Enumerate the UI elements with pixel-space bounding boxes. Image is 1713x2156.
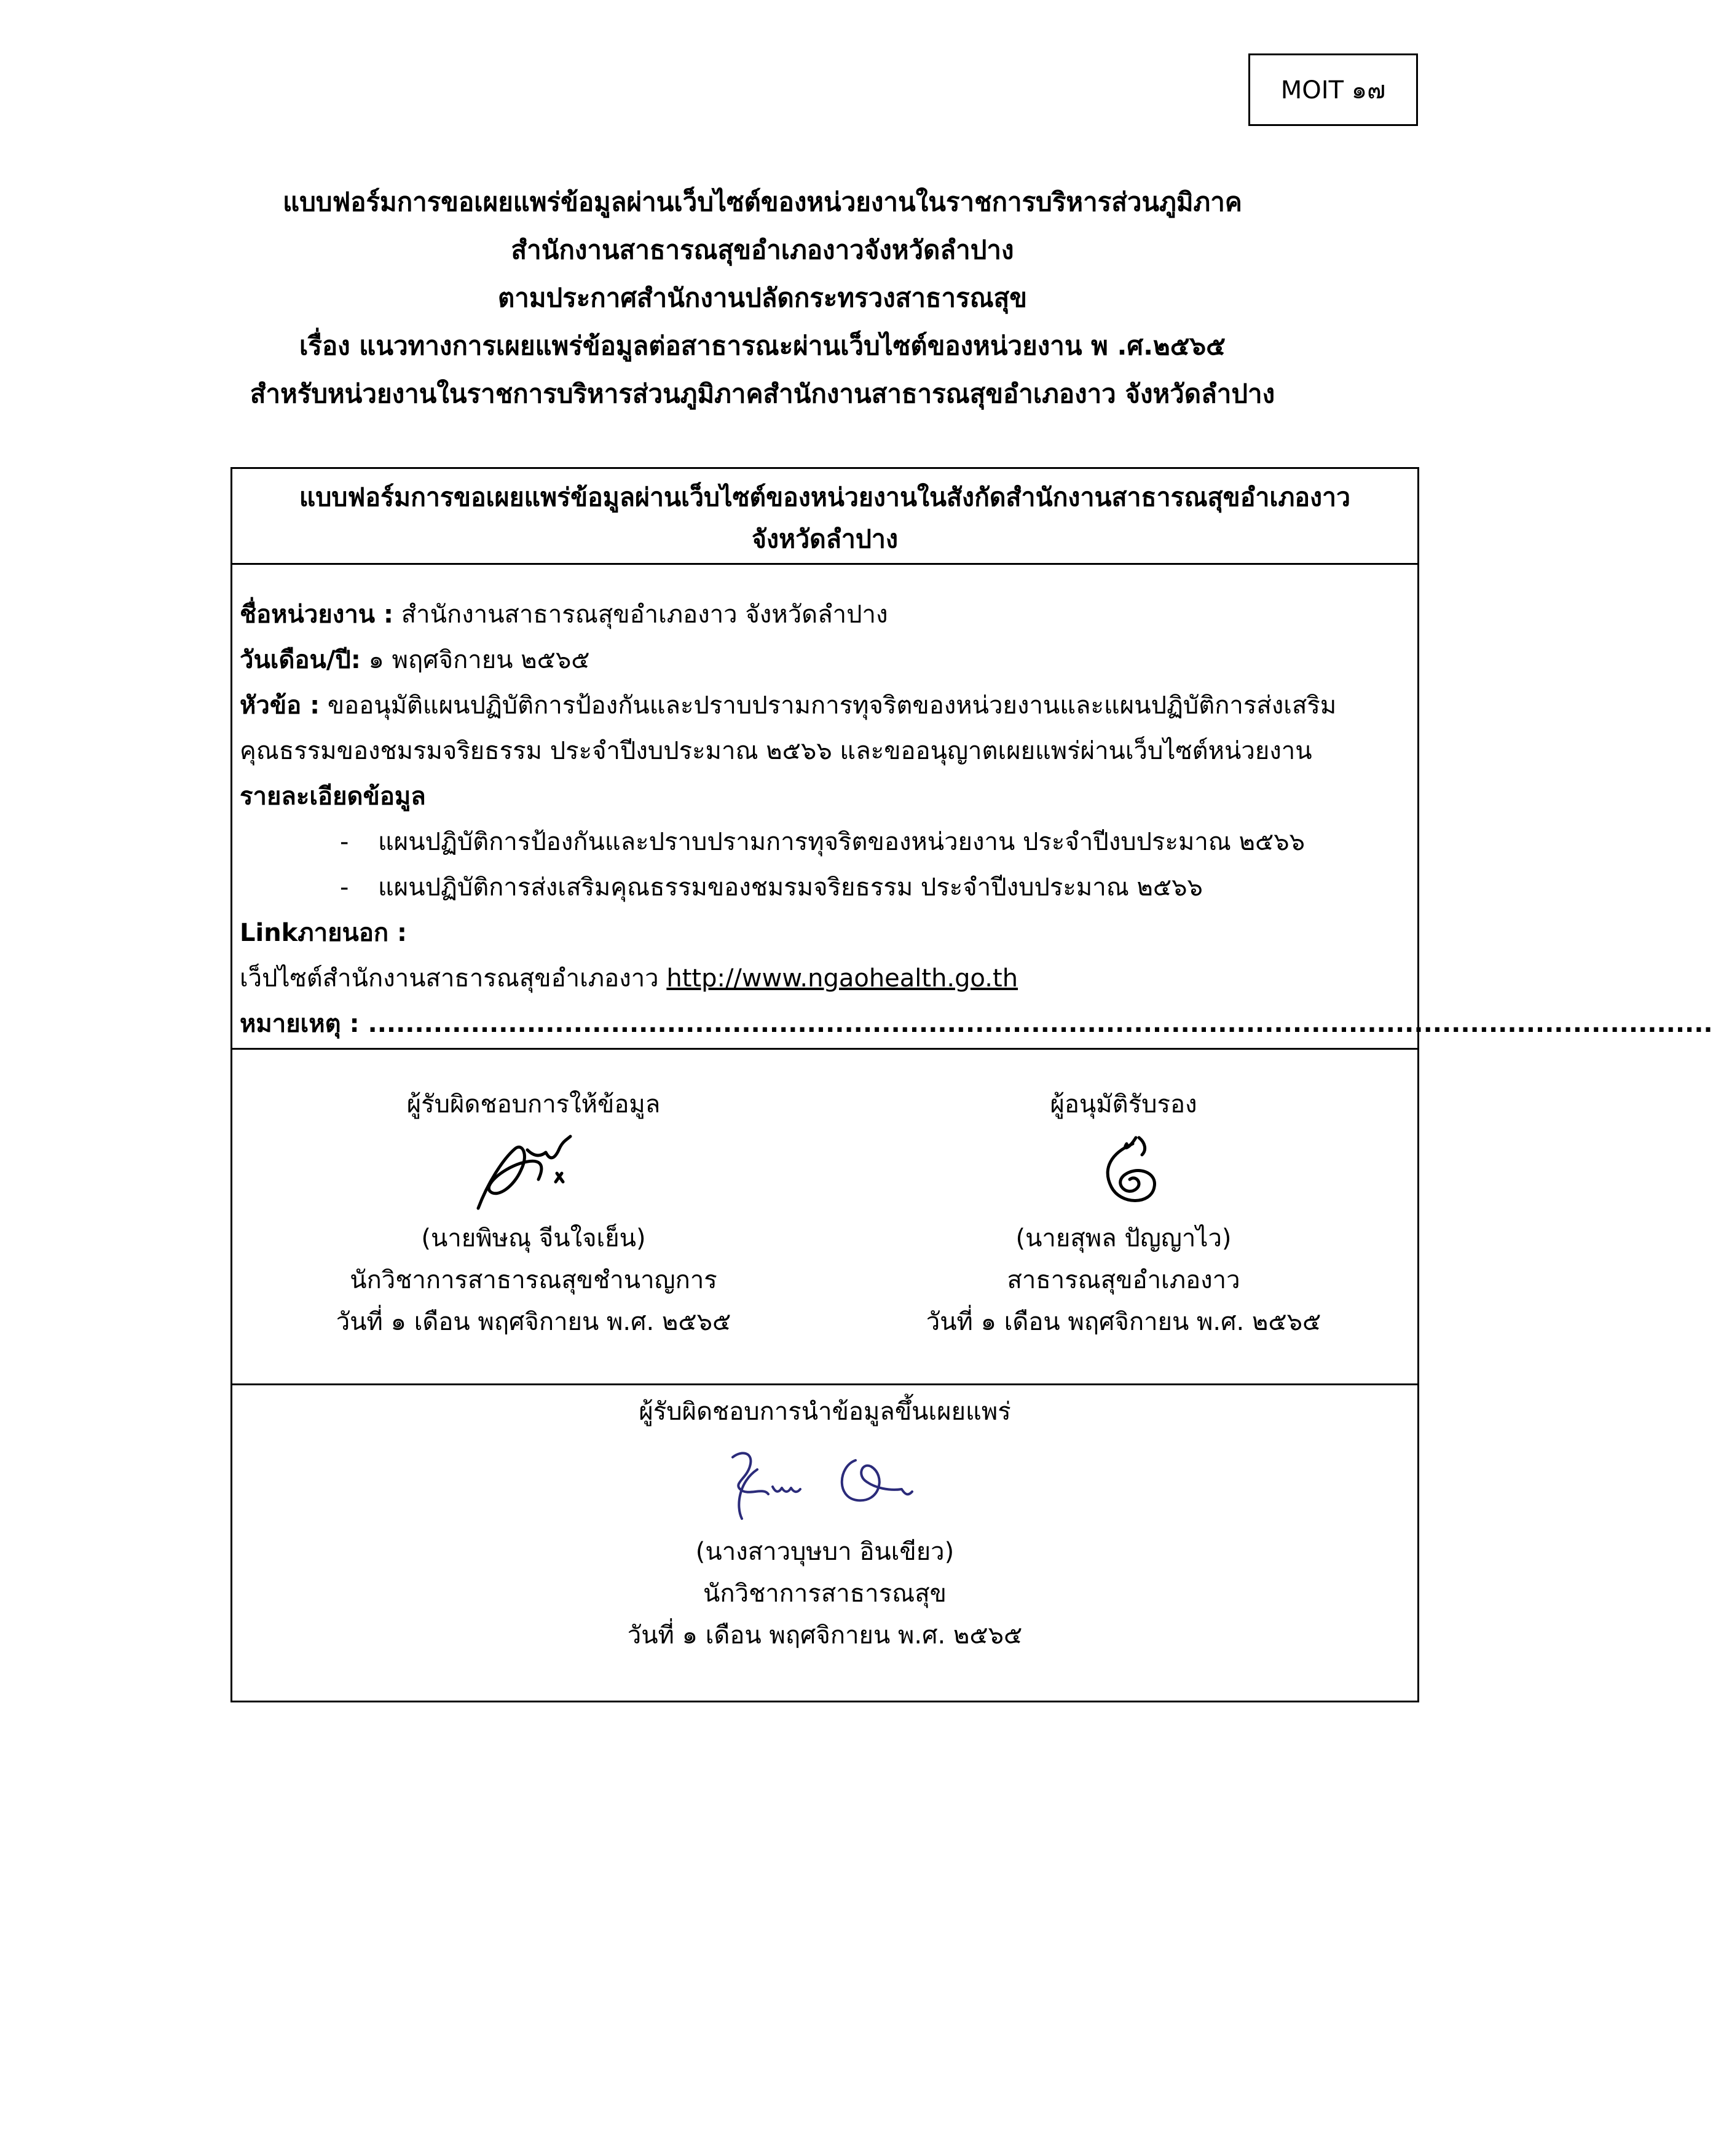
- form-details: [240, 592, 1713, 1047]
- remark-label: หมายเหตุ :: [240, 1010, 368, 1038]
- publisher-date: วันที่ ๑ เดือน พฤศจิกายน พ.ศ. ๒๕๖๕: [627, 1621, 1023, 1650]
- remark-row: [240, 1001, 1713, 1047]
- document-header: [0, 178, 1525, 418]
- header-line-4: เรื่อง แนวทางการเผยแพร่ข้อมูลต่อสาธารณะผ่านเว็บไซต์ของหน่วยงาน พ .ศ.๒๕๖๕: [299, 331, 1226, 361]
- detail-item-2-text: แผนปฏิบัติการส่งเสริมคุณธรรมของชมรมจริยธรรม ประจำปีงบประมาณ ๒๕๖๖: [378, 873, 1203, 902]
- approver-date: วันที่ ๑ เดือน พฤศจิกายน พ.ศ. ๒๕๖๕: [926, 1308, 1321, 1336]
- publisher-name: (นางสาวบุษบา อินเขียว): [695, 1538, 955, 1566]
- agency-row: [240, 592, 1408, 637]
- subject-value-line-1: ขออนุมัติแผนปฏิบัติการป้องกันและปราบปรามการทุจริตของหน่วยงานและแผนปฏิบัติการส่งเสริม: [320, 691, 1337, 720]
- publisher-signature-image: [696, 1433, 954, 1531]
- approver-signature-block: [847, 1084, 1400, 1343]
- publisher-role: ผู้รับผิดชอบการนำข้อมูลขึ้นเผยแพร่: [639, 1398, 1011, 1426]
- subject-value-line-2: คุณธรรมของชมรมจริยธรรม ประจำปีงบประมาณ ๒๕๖๖ และขออนุญาตเผยแพร่ผ่านเว็บไซต์หน่วยงาน: [240, 737, 1312, 765]
- date-label: วันเดือน/ปี:: [240, 646, 361, 674]
- website-row: [240, 956, 1408, 1001]
- approver-role: ผู้อนุมัติรับรอง: [1050, 1090, 1197, 1119]
- document-code-box: [1248, 53, 1418, 126]
- website-text: เว็ปไซต์สำนักงานสาธารณสุขอำเภองาว: [240, 964, 667, 993]
- agency-label: ชื่อหน่วยงาน :: [240, 600, 394, 629]
- website-link[interactable]: http://www.ngaohealth.go.th: [666, 964, 1018, 993]
- provider-position: นักวิชาการสาธารณสุขชำนาญการ: [350, 1266, 717, 1294]
- document-code: MOIT ๑๗: [1280, 76, 1386, 104]
- signature-divider: [232, 1383, 1417, 1385]
- publisher-signature-block: [548, 1391, 1101, 1656]
- subject-row: [240, 683, 1408, 728]
- remark-value: ................................................................................................................................................: [368, 1010, 1713, 1038]
- details-divider: [232, 1048, 1417, 1050]
- subject-label: หัวข้อ :: [240, 691, 320, 720]
- provider-name: (นายพิษณุ จีนใจเย็น): [421, 1224, 646, 1253]
- form-title-line-1: แบบฟอร์มการขอเผยแพร่ข้อมูลผ่านเว็บไซต์ของหน่วยงานในสังกัดสำนักงานสาธารณสุขอำเภองาว: [299, 482, 1351, 512]
- provider-date: วันที่ ๑ เดือน พฤศจิกายน พ.ศ. ๒๕๖๕: [336, 1308, 731, 1336]
- provider-signature-block: [257, 1084, 810, 1343]
- date-row: [240, 637, 1408, 683]
- header-line-1: แบบฟอร์มการขอเผยแพร่ข้อมูลผ่านเว็บไซต์ของหน่วยงานในราชการบริหารส่วนภูมิภาค: [283, 187, 1242, 217]
- date-value: ๑ พฤศจิกายน ๒๕๖๕: [360, 646, 590, 674]
- detail-item-1: [240, 819, 1408, 865]
- form-title-line-2: จังหวัดลำปาง: [752, 524, 898, 554]
- publisher-position: นักวิชาการสาธารณสุข: [703, 1580, 947, 1608]
- publication-form: [230, 467, 1713, 1702]
- header-line-2: สำนักงานสาธารณสุขอำเภองาวจังหวัดลำปาง: [511, 235, 1014, 265]
- bullet-dash: -: [340, 873, 349, 902]
- bullet-dash: -: [340, 828, 349, 856]
- approver-signature-image: [1044, 1125, 1203, 1218]
- header-line-5: สำหรับหน่วยงานในราชการบริหารส่วนภูมิภาคสำนักงานสาธารณสุขอำเภองาว จังหวัดลำปาง: [250, 379, 1275, 409]
- external-link-label: Linkภายนอก :: [240, 919, 408, 947]
- detail-item-2: [240, 865, 1408, 910]
- details-label: รายละเอียดข้อมูล: [240, 782, 426, 811]
- provider-role: ผู้รับผิดชอบการให้ข้อมูล: [406, 1090, 661, 1119]
- detail-item-1-text: แผนปฏิบัติการป้องกันและปราบปรามการทุจริตของหน่วยงาน ประจำปีงบประมาณ ๒๕๖๖: [378, 828, 1305, 856]
- form-title: [232, 469, 1417, 565]
- approver-name: (นายสุพล ปัญญาไว): [1015, 1224, 1232, 1253]
- approver-position: สาธารณสุขอำเภองาว: [1007, 1266, 1240, 1294]
- agency-value: สำนักงานสาธารณสุขอำเภองาว จังหวัดลำปาง: [393, 600, 888, 629]
- provider-signature-image: [454, 1125, 613, 1218]
- header-line-3: ตามประกาศสำนักงานปลัดกระทรวงสาธารณสุข: [497, 283, 1028, 313]
